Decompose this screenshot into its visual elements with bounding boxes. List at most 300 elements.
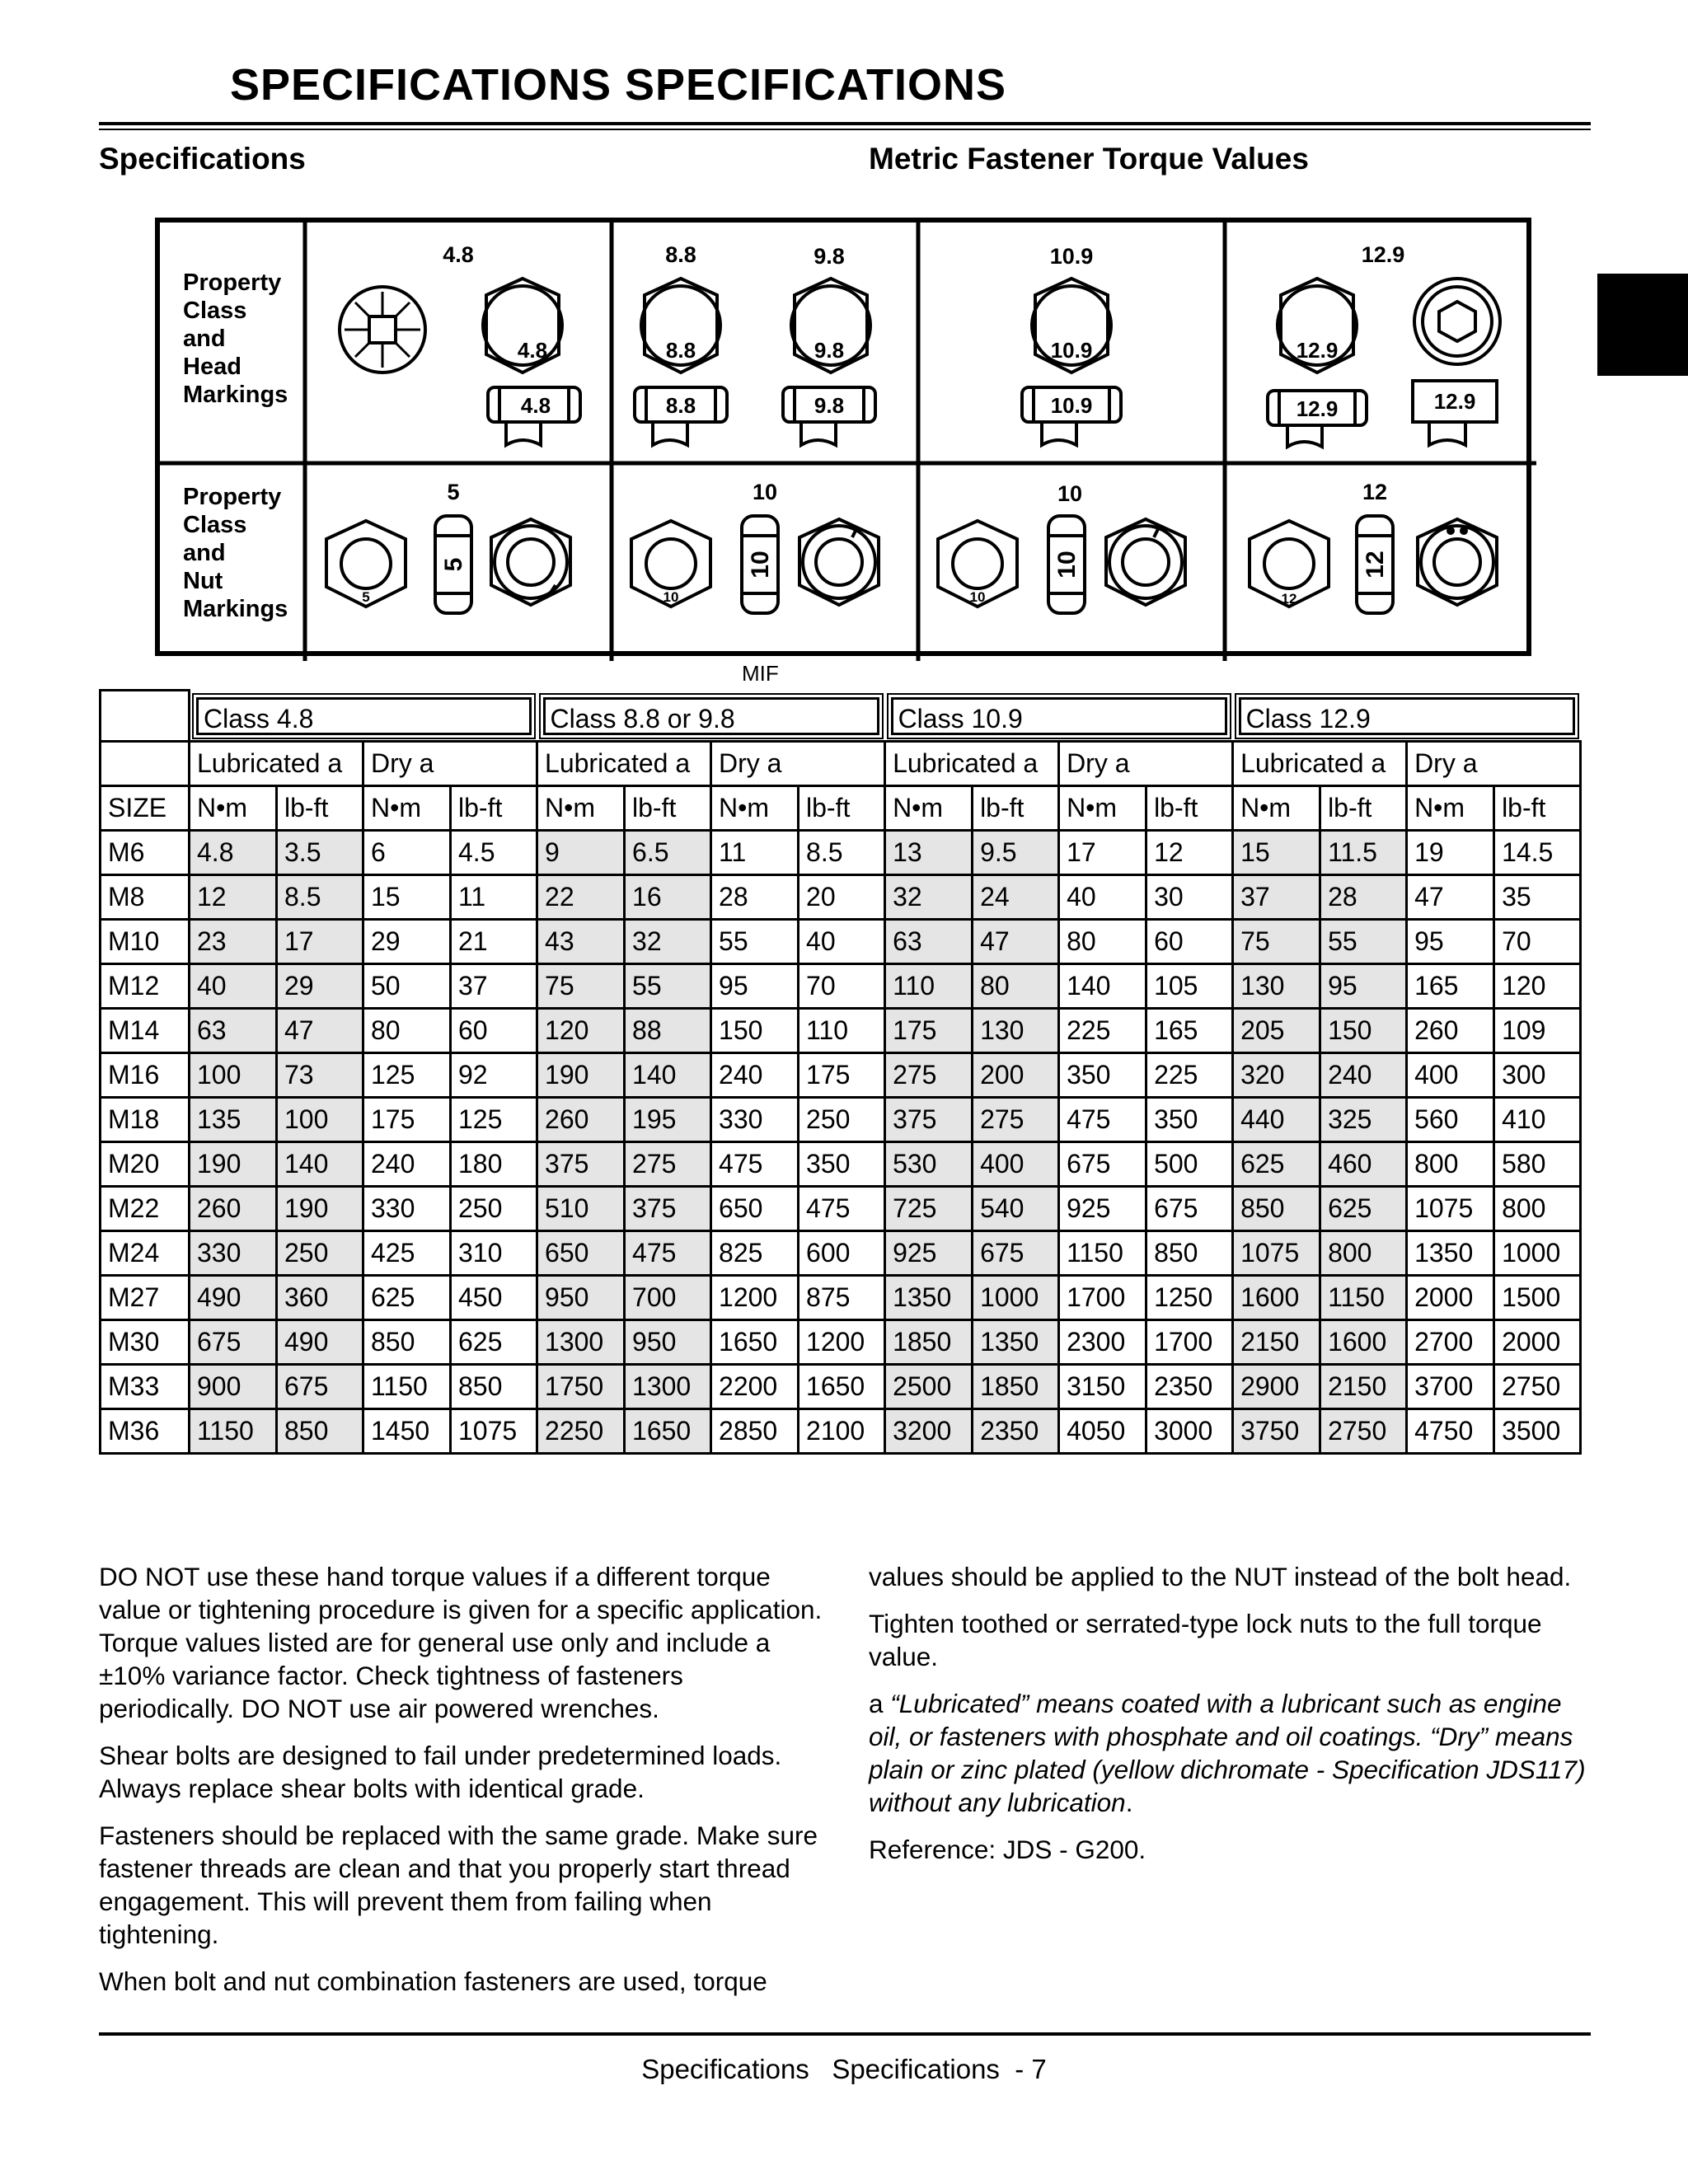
nut-side-marking: 12 — [1362, 551, 1389, 579]
torque-value-cell: 140 — [277, 1142, 363, 1187]
torque-value-cell: 2500 — [885, 1365, 973, 1409]
table-row — [101, 1098, 1581, 1142]
torque-value-cell: 530 — [885, 1142, 973, 1187]
torque-value-cell: 23 — [190, 920, 277, 964]
torque-value-cell: 1250 — [1146, 1276, 1233, 1320]
torque-value-cell: 14.5 — [1494, 831, 1581, 875]
torque-value-cell: 17 — [277, 920, 363, 964]
page-footer: Specifications Specifications - 7 — [641, 2054, 1047, 2084]
torque-value-cell: 75 — [537, 964, 625, 1009]
torque-value-cell: 1700 — [1059, 1276, 1146, 1320]
torque-value-cell: 300 — [1494, 1053, 1581, 1098]
table-row — [101, 1320, 1581, 1365]
torque-value-cell: 850 — [363, 1320, 451, 1365]
torque-value-cell: 88 — [625, 1009, 711, 1053]
head-class-label: 4.8 — [443, 242, 474, 267]
reference-note: Reference: JDS - G200. — [869, 1835, 1146, 1864]
torque-value-cell: 225 — [1059, 1009, 1146, 1053]
torque-value-cell: 800 — [1407, 1142, 1494, 1187]
section-heading-right: Metric Fastener Torque Values — [869, 142, 1309, 176]
torque-value-cell: 30 — [1146, 875, 1233, 920]
unit-header-row — [101, 786, 1581, 831]
bolt-head-marking: 12.9 — [1296, 338, 1339, 363]
unit-header-cell: lb-ft — [973, 786, 1059, 831]
torque-value-cell: 47 — [973, 920, 1059, 964]
torque-value-cell: 330 — [190, 1231, 277, 1276]
torque-value-cell: 24 — [973, 875, 1059, 920]
torque-value-cell: 55 — [711, 920, 799, 964]
torque-value-cell: 47 — [1407, 875, 1494, 920]
nut-side-marking: 5 — [440, 557, 467, 572]
torque-value-cell: 875 — [799, 1276, 885, 1320]
torque-value-cell: 110 — [885, 964, 973, 1009]
class-header-cell — [1233, 691, 1581, 742]
table-row — [101, 1053, 1581, 1098]
torque-value-cell: 100 — [190, 1053, 277, 1098]
nut-class-label: 10 — [1057, 481, 1083, 506]
bolt-side-marking: 4.8 — [520, 393, 551, 418]
condition-header-cell: Dry a — [1407, 742, 1581, 786]
torque-value-cell: 2700 — [1407, 1320, 1494, 1365]
torque-value-cell: 40 — [190, 964, 277, 1009]
torque-value-cell: 125 — [363, 1053, 451, 1098]
class-label: Class 12.9 — [1239, 697, 1575, 735]
torque-value-cell: 9.5 — [973, 831, 1059, 875]
bolt-side-marking: 12.9 — [1433, 389, 1476, 414]
torque-value-cell: 2150 — [1320, 1365, 1407, 1409]
head-class-label: 10.9 — [1049, 244, 1094, 269]
size-cell: M12 — [101, 964, 190, 1009]
torque-value-cell: 1150 — [1320, 1276, 1407, 1320]
notes-left-column — [99, 1560, 824, 2012]
torque-value-cell: 800 — [1320, 1231, 1407, 1276]
header-rule-thin — [99, 129, 1591, 130]
torque-value-cell: 130 — [973, 1009, 1059, 1053]
torque-value-cell: 625 — [451, 1320, 537, 1365]
unit-header-cell: lb-ft — [1146, 786, 1233, 831]
torque-value-cell: 425 — [363, 1231, 451, 1276]
torque-value-cell: 310 — [451, 1231, 537, 1276]
torque-value-cell: 540 — [973, 1187, 1059, 1231]
torque-value-cell: 2750 — [1494, 1365, 1581, 1409]
torque-value-cell: 2900 — [1233, 1365, 1320, 1409]
torque-value-cell: 13 — [885, 831, 973, 875]
condition-header-row — [101, 742, 1581, 786]
torque-value-cell: 4.5 — [451, 831, 537, 875]
torque-value-cell: 490 — [190, 1276, 277, 1320]
torque-value-cell: 450 — [451, 1276, 537, 1320]
size-cell: M33 — [101, 1365, 190, 1409]
torque-value-cell: 950 — [625, 1320, 711, 1365]
torque-value-cell: 55 — [1320, 920, 1407, 964]
nut-face-marking: 5 — [362, 589, 370, 605]
torque-value-cell: 240 — [1320, 1053, 1407, 1098]
table-row — [101, 920, 1581, 964]
condition-header-cell: Lubricated a — [1233, 742, 1407, 786]
torque-value-cell: 1075 — [1407, 1187, 1494, 1231]
torque-value-cell: 73 — [277, 1053, 363, 1098]
head-row-label: Property Class and Head Markings — [183, 269, 288, 408]
torque-value-cell: 150 — [711, 1009, 799, 1053]
markings-diagram — [160, 223, 1536, 661]
torque-value-cell: 29 — [277, 964, 363, 1009]
unit-header-cell: lb-ft — [1320, 786, 1407, 831]
torque-value-cell: 625 — [1320, 1187, 1407, 1231]
page-title: SPECIFICATIONS SPECIFICATIONS — [229, 60, 1007, 110]
size-cell: M8 — [101, 875, 190, 920]
torque-value-cell: 1750 — [537, 1365, 625, 1409]
unit-header-cell: N•m — [537, 786, 625, 831]
torque-value-cell: 330 — [363, 1187, 451, 1231]
torque-value-cell: 500 — [1146, 1142, 1233, 1187]
torque-value-cell: 240 — [711, 1053, 799, 1098]
class-header-cell — [190, 691, 537, 742]
torque-value-cell: 1150 — [363, 1365, 451, 1409]
torque-value-cell: 2000 — [1407, 1276, 1494, 1320]
blank-cell — [101, 742, 190, 786]
torque-value-cell: 15 — [363, 875, 451, 920]
bolt-side-marking: 9.8 — [814, 393, 845, 418]
torque-value-cell: 1200 — [799, 1320, 885, 1365]
size-cell: M14 — [101, 1009, 190, 1053]
torque-value-cell: 195 — [625, 1098, 711, 1142]
torque-value-cell: 125 — [451, 1098, 537, 1142]
torque-value-cell: 28 — [711, 875, 799, 920]
torque-value-cell: 1300 — [625, 1365, 711, 1409]
torque-value-cell: 475 — [625, 1231, 711, 1276]
torque-value-cell: 1700 — [1146, 1320, 1233, 1365]
torque-value-cell: 490 — [277, 1320, 363, 1365]
table-row — [101, 875, 1581, 920]
unit-header-cell: N•m — [190, 786, 277, 831]
unit-header-cell: lb-ft — [1494, 786, 1581, 831]
torque-value-cell: 1350 — [1407, 1231, 1494, 1276]
torque-value-cell: 175 — [799, 1053, 885, 1098]
torque-value-cell: 60 — [451, 1009, 537, 1053]
table-row — [101, 1365, 1581, 1409]
torque-value-cell: 925 — [1059, 1187, 1146, 1231]
bolt-head-marking: 9.8 — [814, 338, 845, 363]
torque-value-cell: 925 — [885, 1231, 973, 1276]
head-class-label: 12.9 — [1361, 242, 1405, 267]
torque-value-cell: 3500 — [1494, 1409, 1581, 1454]
nut-face-marking: 10 — [969, 589, 986, 605]
bolt-head-marking: 10.9 — [1050, 338, 1093, 363]
unit-header-cell: lb-ft — [277, 786, 363, 831]
corner-cell — [101, 691, 190, 742]
socket-head-icon — [1414, 279, 1500, 364]
torque-value-cell: 43 — [537, 920, 625, 964]
torque-value-cell: 2150 — [1233, 1320, 1320, 1365]
size-cell: M18 — [101, 1098, 190, 1142]
class-label: Class 8.8 or 9.8 — [543, 697, 879, 735]
torque-value-cell: 330 — [711, 1098, 799, 1142]
torque-value-cell: 3150 — [1059, 1365, 1146, 1409]
torque-value-cell: 1850 — [885, 1320, 973, 1365]
nut-row-label: Property Class and Nut Markings — [183, 484, 288, 622]
torque-value-cell: 3000 — [1146, 1409, 1233, 1454]
torque-value-cell: 475 — [799, 1187, 885, 1231]
bolt-head-marking: 8.8 — [665, 338, 696, 363]
torque-value-cell: 165 — [1146, 1009, 1233, 1053]
torque-value-cell: 700 — [625, 1276, 711, 1320]
torque-value-cell: 190 — [537, 1053, 625, 1098]
torque-value-cell: 250 — [451, 1187, 537, 1231]
torque-value-cell: 4050 — [1059, 1409, 1146, 1454]
torque-value-cell: 11.5 — [1320, 831, 1407, 875]
torque-value-cell: 250 — [799, 1098, 885, 1142]
torque-value-cell: 80 — [363, 1009, 451, 1053]
unit-header-cell: N•m — [1407, 786, 1494, 831]
torque-value-cell: 260 — [1407, 1009, 1494, 1053]
torque-value-cell: 460 — [1320, 1142, 1407, 1187]
torque-value-cell: 1200 — [711, 1276, 799, 1320]
footnote-text: “Lubricated” means coated with a lubricant such as engine oil, or fasteners with phosphate and oil coatings. “Dry” means plain or zinc plated (yellow dichromate - Specification JDS117) without any lubrication — [869, 1689, 1586, 1817]
nut-side-marking: 10 — [747, 551, 774, 579]
torque-value-cell: 800 — [1494, 1187, 1581, 1231]
torque-value-cell: 1350 — [973, 1320, 1059, 1365]
torque-value-cell: 150 — [1320, 1009, 1407, 1053]
torque-value-cell: 80 — [973, 964, 1059, 1009]
unit-header-cell: lb-ft — [451, 786, 537, 831]
torque-value-cell: 4.8 — [190, 831, 277, 875]
condition-header-cell: Dry a — [363, 742, 537, 786]
note-paragraph: values should be applied to the NUT instead of the bolt head. — [869, 1562, 1572, 1591]
torque-value-cell: 60 — [1146, 920, 1233, 964]
hex-nut-dots-icon — [1418, 519, 1497, 605]
torque-value-cell: 12 — [1146, 831, 1233, 875]
torque-value-cell: 15 — [1233, 831, 1320, 875]
torque-value-cell: 22 — [537, 875, 625, 920]
size-cell: M22 — [101, 1187, 190, 1231]
torque-value-cell: 650 — [711, 1187, 799, 1231]
size-cell: M6 — [101, 831, 190, 875]
torque-value-cell: 8.5 — [799, 831, 885, 875]
torque-value-cell: 20 — [799, 875, 885, 920]
condition-header-cell: Lubricated a — [885, 742, 1059, 786]
class-header-cell — [537, 691, 885, 742]
torque-value-cell: 100 — [277, 1098, 363, 1142]
torque-value-cell: 350 — [1146, 1098, 1233, 1142]
torque-value-cell: 410 — [1494, 1098, 1581, 1142]
torque-value-cell: 190 — [277, 1187, 363, 1231]
bolt-head-marking: 4.8 — [517, 338, 548, 363]
header-rule-thick — [99, 122, 1591, 125]
torque-value-cell: 375 — [625, 1187, 711, 1231]
torque-value-cell: 17 — [1059, 831, 1146, 875]
nut-class-label: 12 — [1362, 480, 1388, 504]
torque-value-cell: 1350 — [885, 1276, 973, 1320]
torque-value-cell: 580 — [1494, 1142, 1581, 1187]
torque-value-cell: 200 — [973, 1053, 1059, 1098]
torque-value-cell: 1075 — [451, 1409, 537, 1454]
torque-value-cell: 19 — [1407, 831, 1494, 875]
torque-value-cell: 375 — [537, 1142, 625, 1187]
torque-value-cell: 1600 — [1233, 1276, 1320, 1320]
table-row — [101, 1276, 1581, 1320]
torque-value-cell: 37 — [1233, 875, 1320, 920]
torque-value-cell: 625 — [1233, 1142, 1320, 1187]
figure-caption: MIF — [742, 661, 779, 686]
torque-value-cell: 1600 — [1320, 1320, 1407, 1365]
torque-value-cell: 35 — [1494, 875, 1581, 920]
note-paragraph: Fasteners should be replaced with the same grade. Make sure fastener threads are clean and that you properly start thread engagement. This will prevent them from failing when tightening. — [99, 1821, 818, 1949]
table-row — [101, 964, 1581, 1009]
hex-nut-notched-icon — [1106, 519, 1185, 605]
torque-value-cell: 400 — [973, 1142, 1059, 1187]
torque-value-cell: 135 — [190, 1098, 277, 1142]
torque-value-cell: 70 — [1494, 920, 1581, 964]
torque-value-cell: 40 — [1059, 875, 1146, 920]
torque-value-cell: 1850 — [973, 1365, 1059, 1409]
torque-value-cell: 29 — [363, 920, 451, 964]
torque-value-cell: 32 — [625, 920, 711, 964]
torque-value-cell: 475 — [711, 1142, 799, 1187]
torque-value-cell: 2350 — [973, 1409, 1059, 1454]
class-label: Class 10.9 — [891, 697, 1227, 735]
footnote-end: . — [1125, 1788, 1133, 1817]
torque-value-cell: 12 — [190, 875, 277, 920]
condition-header-cell: Lubricated a — [190, 742, 363, 786]
torque-value-cell: 11 — [711, 831, 799, 875]
bolt-side-marking: 10.9 — [1050, 393, 1093, 418]
torque-value-cell: 2750 — [1320, 1409, 1407, 1454]
torque-value-cell: 1300 — [537, 1320, 625, 1365]
nut-class-label: 10 — [752, 480, 778, 504]
torque-value-cell: 240 — [363, 1142, 451, 1187]
torque-values-table — [99, 689, 1582, 1455]
torque-value-cell: 725 — [885, 1187, 973, 1231]
torque-value-cell: 650 — [537, 1231, 625, 1276]
table-row — [101, 1009, 1581, 1053]
footer-rule — [99, 2032, 1591, 2036]
condition-header-cell: Dry a — [711, 742, 885, 786]
nut-side-marking: 10 — [1053, 551, 1081, 579]
unit-header-cell: N•m — [711, 786, 799, 831]
torque-value-cell: 180 — [451, 1142, 537, 1187]
torque-value-cell: 675 — [1146, 1187, 1233, 1231]
torque-value-cell: 1650 — [625, 1409, 711, 1454]
torque-value-cell: 325 — [1320, 1098, 1407, 1142]
torque-value-cell: 1000 — [1494, 1231, 1581, 1276]
nut-class-label: 5 — [447, 480, 460, 504]
torque-value-cell: 190 — [190, 1142, 277, 1187]
torque-value-cell: 6.5 — [625, 831, 711, 875]
size-cell: M10 — [101, 920, 190, 964]
torque-value-cell: 1150 — [190, 1409, 277, 1454]
torque-value-cell: 175 — [885, 1009, 973, 1053]
table-row — [101, 1142, 1581, 1187]
torque-value-cell: 1075 — [1233, 1231, 1320, 1276]
torque-value-cell: 37 — [451, 964, 537, 1009]
torque-value-cell: 850 — [1146, 1231, 1233, 1276]
unit-header-cell: N•m — [1233, 786, 1320, 831]
torque-value-cell: 275 — [885, 1053, 973, 1098]
torque-value-cell: 675 — [190, 1320, 277, 1365]
torque-value-cell: 2300 — [1059, 1320, 1146, 1365]
torque-value-cell: 260 — [190, 1187, 277, 1231]
note-paragraph: Shear bolts are designed to fail under predetermined loads. Always replace shear bolts with identical grade. — [99, 1741, 782, 1803]
torque-value-cell: 275 — [625, 1142, 711, 1187]
torque-value-cell: 850 — [1233, 1187, 1320, 1231]
torque-value-cell: 825 — [711, 1231, 799, 1276]
condition-header-cell: Lubricated a — [537, 742, 711, 786]
size-cell: M16 — [101, 1053, 190, 1098]
torque-value-cell: 400 — [1407, 1053, 1494, 1098]
nut-face-marking: 12 — [1281, 591, 1297, 607]
note-paragraph: DO NOT use these hand torque values if a different torque value or tightening procedure is given for a specific application. Torque values listed are for general use only and include a ±10% variance factor. Check tightness of fasteners periodically. DO NOT use air powered wrenches. — [99, 1562, 823, 1723]
note-paragraph: Tighten toothed or serrated-type lock nuts to the full torque value. — [869, 1609, 1542, 1671]
unit-header-cell: lb-ft — [799, 786, 885, 831]
torque-value-cell: 2200 — [711, 1365, 799, 1409]
torque-value-cell: 9 — [537, 831, 625, 875]
size-cell: M24 — [101, 1231, 190, 1276]
torque-value-cell: 2000 — [1494, 1320, 1581, 1365]
hex-nut-notched-icon — [799, 519, 879, 605]
torque-value-cell: 120 — [537, 1009, 625, 1053]
torque-value-cell: 1150 — [1059, 1231, 1146, 1276]
unit-header-cell: lb-ft — [625, 786, 711, 831]
torque-value-cell: 350 — [1059, 1053, 1146, 1098]
footnote — [869, 1687, 1594, 1819]
torque-value-cell: 2250 — [537, 1409, 625, 1454]
torque-value-cell: 900 — [190, 1365, 277, 1409]
nut-face-marking: 10 — [663, 589, 679, 605]
torque-value-cell: 105 — [1146, 964, 1233, 1009]
bolt-side-marking: 12.9 — [1296, 396, 1339, 421]
torque-value-cell: 21 — [451, 920, 537, 964]
torque-value-cell: 560 — [1407, 1098, 1494, 1142]
torque-value-cell: 675 — [973, 1231, 1059, 1276]
torque-value-cell: 260 — [537, 1098, 625, 1142]
torque-value-cell: 3.5 — [277, 831, 363, 875]
torque-value-cell: 47 — [277, 1009, 363, 1053]
torque-value-cell: 675 — [277, 1365, 363, 1409]
torque-value-cell: 250 — [277, 1231, 363, 1276]
torque-value-cell: 3200 — [885, 1409, 973, 1454]
torque-value-cell: 375 — [885, 1098, 973, 1142]
head-class-label: 9.8 — [814, 244, 845, 269]
torque-value-cell: 95 — [1407, 920, 1494, 964]
head-class-label: 8.8 — [665, 242, 696, 267]
torque-value-cell: 140 — [625, 1053, 711, 1098]
torque-value-cell: 440 — [1233, 1098, 1320, 1142]
torque-value-cell: 165 — [1407, 964, 1494, 1009]
torque-value-cell: 95 — [1320, 964, 1407, 1009]
torque-value-cell: 120 — [1494, 964, 1581, 1009]
torque-value-cell: 80 — [1059, 920, 1146, 964]
torque-value-cell: 675 — [1059, 1142, 1146, 1187]
torque-value-cell: 8.5 — [277, 875, 363, 920]
torque-value-cell: 625 — [363, 1276, 451, 1320]
unit-header-cell: N•m — [885, 786, 973, 831]
torque-value-cell: 95 — [711, 964, 799, 1009]
size-header-cell: SIZE — [101, 786, 190, 831]
size-cell: M27 — [101, 1276, 190, 1320]
torque-value-cell: 32 — [885, 875, 973, 920]
torque-value-cell: 6 — [363, 831, 451, 875]
torque-value-cell: 63 — [885, 920, 973, 964]
torque-value-cell: 1650 — [799, 1365, 885, 1409]
torque-value-cell: 50 — [363, 964, 451, 1009]
torque-value-cell: 110 — [799, 1009, 885, 1053]
torque-value-cell: 1650 — [711, 1320, 799, 1365]
torque-value-cell: 175 — [363, 1098, 451, 1142]
torque-value-cell: 2850 — [711, 1409, 799, 1454]
torque-value-cell: 475 — [1059, 1098, 1146, 1142]
torque-value-cell: 225 — [1146, 1053, 1233, 1098]
size-cell: M20 — [101, 1142, 190, 1187]
